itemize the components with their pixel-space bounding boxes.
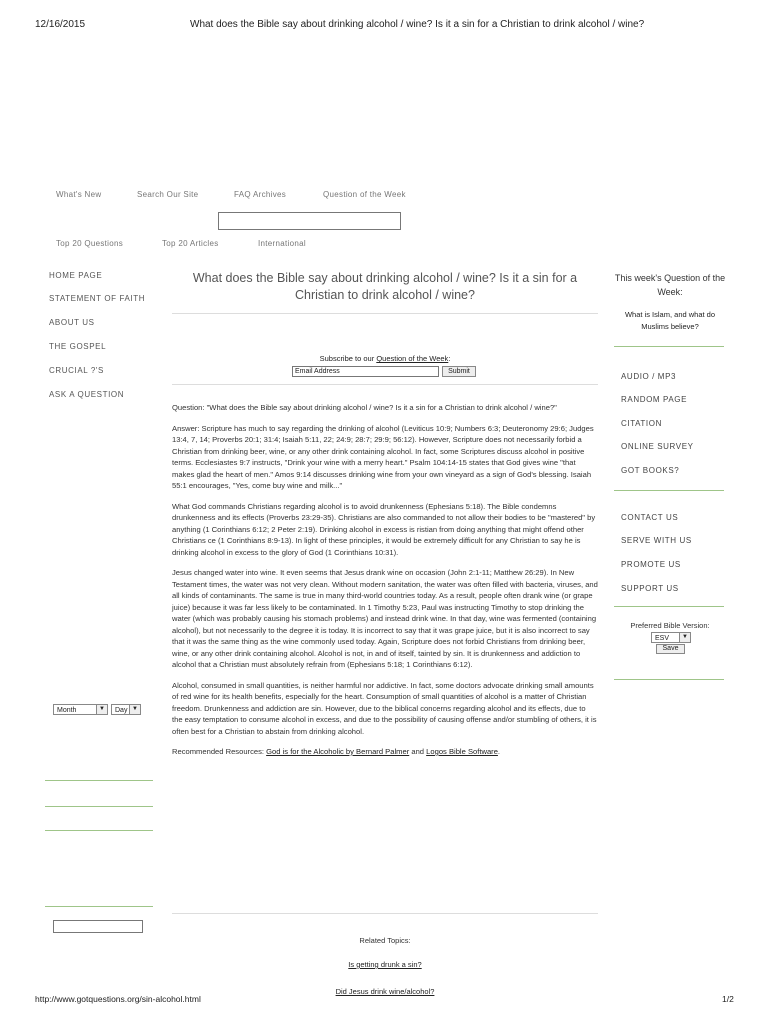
print-url: http://www.gotquestions.org/sin-alcohol.html — [35, 994, 201, 1004]
nav-top20-questions[interactable]: Top 20 Questions — [56, 239, 124, 248]
email-input[interactable]: Email Address — [292, 366, 439, 377]
print-title: What does the Bible say about drinking alcohol / wine? Is it a sin for a Christian to drink alcohol / wine? — [190, 19, 645, 30]
article-body — [172, 402, 598, 767]
resource-link[interactable]: Logos Bible Software — [426, 747, 498, 756]
left-text-input[interactable] — [53, 920, 143, 933]
subscribe-prefix: Subscribe to our — [319, 354, 375, 363]
resources-line — [172, 746, 598, 758]
related-topics-cut — [172, 984, 598, 996]
left-divider — [45, 906, 153, 907]
right-link-contact[interactable]: CONTACT US — [621, 513, 679, 522]
version-value: ESV — [655, 635, 670, 642]
month-select[interactable] — [53, 704, 108, 715]
qotw-question[interactable]: What is Islam, and what do Muslims believe? — [624, 310, 716, 331]
subscribe-suffix: : — [448, 354, 451, 363]
left-divider — [45, 780, 153, 781]
nav-faq-archives[interactable]: FAQ Archives — [234, 190, 287, 199]
left-nav-home[interactable]: HOME PAGE — [49, 271, 103, 280]
qotw-label: This week's Question of the Week: — [614, 273, 726, 297]
day-select-label: Day — [115, 707, 128, 714]
left-nav-gospel[interactable]: THE GOSPEL — [49, 342, 107, 351]
left-nav-ask[interactable]: ASK A QUESTION — [49, 390, 125, 399]
question-text: Question: "What does the Bible say about drinking alcohol / wine? Is it a sin for a Christian to drink alcohol / wine?" — [172, 403, 557, 412]
left-divider — [45, 806, 153, 807]
resource-link[interactable]: God is for the Alcoholic by Bernard Palmer — [266, 747, 410, 756]
right-divider — [614, 606, 724, 607]
search-input[interactable] — [218, 212, 401, 230]
left-nav-crucial[interactable]: CRUCIAL ?'S — [49, 366, 104, 375]
right-divider — [614, 346, 724, 347]
chevron-down-icon: ▼ — [129, 705, 140, 714]
page-title: What does the Bible say about drinking alcohol / wine? Is it a sin for a Christian to drink alcohol / wine? — [192, 271, 578, 302]
related-topics — [172, 960, 598, 969]
nav-search-our-site[interactable]: Search Our Site — [137, 190, 199, 199]
month-select-label: Month — [57, 707, 77, 714]
related-divider — [172, 913, 598, 914]
subscribe-divider — [172, 384, 598, 385]
answer-paragraph: Jesus changed water into wine. It even seems that Jesus drank wine on occasion (John 2:1-11; Matthew 26:29). In New Testament times, the water was not very clean. Without modern sanitation, the water was often filled with bacteria, viruses, and all kinds of contaminants. The same is true in many third-world countries today. As a result, people often drank wine (or grape juice) because it was far less likely to be contaminated. In 1 Timothy 5:23, Paul was instructing Timothy to stop drinking the water (which was probably causing his stomach problems) and instead drink wine. In that day, wine was fermented (containing alcohol), but not necessarily to the degree it is today. It is incorrect to say that it was grape juice, but it is also incorrect to say that it was the same thing as the wine commonly used today. Again, Scripture does not forbid Christians from drinking beer, wine, or any other drink containing alcohol. Alcohol is not, in and of itself, tainted by sin. It is drunkenness and addiction to alcohol that a Christian must absolutely refrain from (Ephesians 5:18; 1 Corinthians 6:12). — [172, 568, 598, 669]
resources-prefix: Recommended Resources: — [172, 747, 265, 756]
chevron-down-icon: ▼ — [96, 705, 107, 714]
print-page-number: 1/2 — [722, 994, 734, 1004]
submit-button[interactable]: Submit — [442, 366, 476, 377]
version-label: Preferred Bible Version: — [630, 621, 710, 630]
nav-top20-articles[interactable]: Top 20 Articles — [162, 239, 219, 248]
nav-whats-new[interactable]: What's New — [56, 190, 102, 199]
answer-paragraph: What God commands Christians regarding alcohol is to avoid drunkenness (Ephesians 5:18). The Bible condemns drunkenness and its effects (Proverbs 23:29-35). Christians are also commanded to not allow their bodies to be "mastered" by anything (1 Corinthians 6:12; 2 Peter 2:19). Drinking alcohol in excess is ristian from doing anything that might offend other Christians ce (1 Corinthians 8:9-13). In light of these principles, it would be extremely difficult for any Christian to say he is drinking alcohol in excess to the glory of God (1 Corinthians 10:31). — [172, 501, 596, 557]
right-link-serve[interactable]: SERVE WITH US — [621, 536, 692, 545]
save-button[interactable]: Save — [656, 644, 685, 654]
related-link[interactable]: Is getting drunk a sin? — [348, 960, 422, 969]
chevron-down-icon: ▼ — [679, 633, 690, 642]
right-link-survey[interactable]: ONLINE SURVEY — [621, 442, 694, 451]
day-select[interactable] — [111, 704, 141, 715]
version-select[interactable] — [651, 632, 691, 643]
nav-international[interactable]: International — [258, 239, 306, 248]
subscribe-link[interactable]: Question of the Week — [376, 354, 449, 363]
answer-paragraph: Alcohol, consumed in small quantities, is neither harmful nor addictive. In fact, some doctors advocate drinking small amounts of red wine for its health benefits, especially for the heart. Consumption of small quantities of alcohol is a matter of Christian freedom. Drunkenness and addiction are sin. However, due to the biblical concerns regarding alcohol and its effects, due to the easy temptation to consume alcohol in excess, and due to the possibility of causing offense and/or stumbling of others, it is often best for a Christian to abstain from drinking alcohol. — [172, 680, 597, 736]
right-link-support[interactable]: SUPPORT US — [621, 584, 679, 593]
left-divider — [45, 830, 153, 831]
left-nav-about[interactable]: ABOUT US — [49, 318, 95, 327]
related-link[interactable]: Did Jesus drink wine/alcohol? — [335, 987, 435, 996]
right-link-books[interactable]: GOT BOOKS? — [621, 466, 680, 475]
right-link-promote[interactable]: PROMOTE US — [621, 560, 681, 569]
resources-suffix: . — [497, 747, 501, 756]
right-link-audio[interactable]: AUDIO / MP3 — [621, 372, 677, 381]
nav-question-of-week[interactable]: Question of the Week — [323, 190, 406, 199]
print-date: 12/16/2015 — [35, 19, 86, 30]
right-divider — [614, 679, 724, 680]
answer-paragraph: Answer: Scripture has much to say regarding the drinking of alcohol (Leviticus 10:9; Numbers 6:3; Deuteronomy 29:6; Judges 13:4, 7, 14; Proverbs 20:1; 31:4; Isaiah 5:11, 22; 24:9; 28:7; 29:9; 56:12). However, Scripture does not necessarily forbid a Christian from drinking beer, wine, or any other drink containing alcohol. In fact, some Scriptures discuss alcohol in positive terms. Ecclesiastes 9:7 instructs, "Drink your wine with a merry heart." Psalm 104:14-15 states that God gives wine "that makes glad the heart of men." Amos 9:14 discusses drinking wine from your own vineyard as a sign of God's blessing. Isaiah 55:1 encourages, "Yes, come buy wine and milk..." — [172, 423, 594, 490]
right-link-random[interactable]: RANDOM PAGE — [621, 395, 688, 404]
resources-and: and — [411, 747, 425, 756]
left-nav-statement[interactable]: STATEMENT OF FAITH — [49, 294, 146, 303]
related-label: Related Topics: — [359, 936, 411, 945]
title-divider — [172, 313, 598, 314]
subscribe-line — [172, 354, 598, 363]
right-link-citation[interactable]: CITATION — [621, 419, 662, 428]
right-divider — [614, 490, 724, 491]
